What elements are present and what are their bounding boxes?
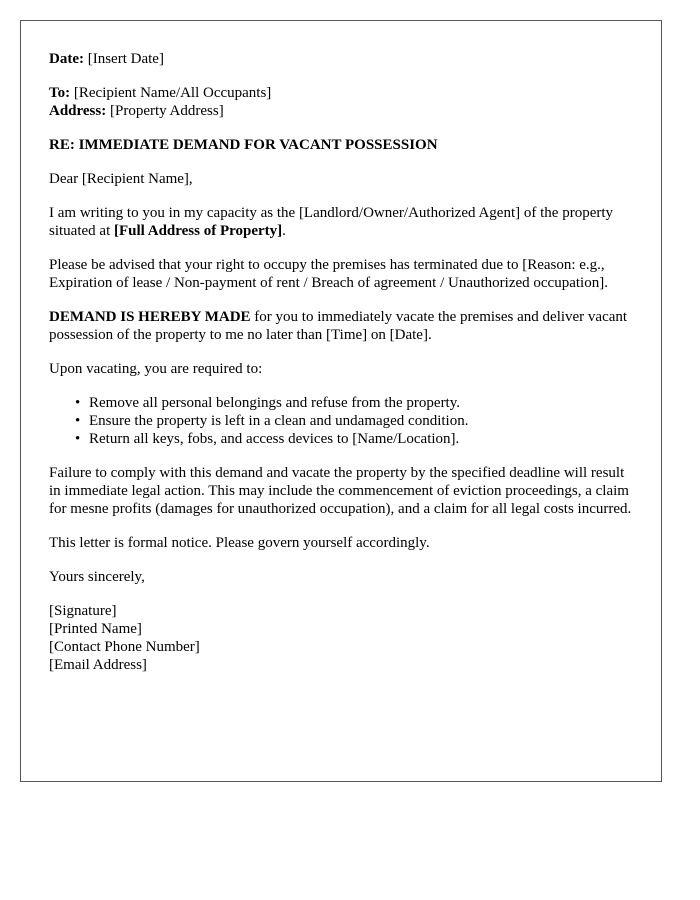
list-item — [49, 394, 633, 412]
salutation: Dear [Recipient Name], — [49, 171, 193, 187]
demand-bold: DEMAND IS HEREBY MADE — [49, 309, 251, 325]
formal-notice-paragraph: This letter is formal notice. Please govern yourself accordingly. — [49, 535, 430, 551]
list-item — [49, 412, 633, 430]
demand-paragraph — [49, 308, 633, 344]
signature-line: [Signature] — [49, 603, 117, 619]
requirement-text: Ensure the property is left in a clean and undamaged condition. — [89, 413, 469, 429]
date-line — [49, 50, 633, 68]
intro-paragraph — [49, 204, 633, 240]
subject-line: RE: IMMEDIATE DEMAND FOR VACANT POSSESSION — [49, 137, 438, 153]
to-label: To: — [49, 85, 71, 101]
requirements-intro: Upon vacating, you are required to: — [49, 361, 263, 377]
to-value: [Recipient Name/All Occupants] — [70, 85, 272, 101]
address-value: [Property Address] — [106, 103, 224, 119]
list-item — [49, 430, 633, 448]
requirements-list — [49, 394, 633, 448]
bullet-icon: • — [75, 431, 81, 447]
bullet-icon: • — [75, 395, 81, 411]
phone-line: [Contact Phone Number] — [49, 639, 200, 655]
date-value: [Insert Date] — [83, 51, 164, 67]
consequences-paragraph: Failure to comply with this demand and vacate the property by the specified deadline will result in immediate legal action. This may include the commencement of eviction proceedings, a claim for mesne profits (damages for unauthorized occupation), and a claim for all legal costs incurred. — [49, 465, 632, 517]
intro-text: I am writing to you in my capacity as the [Landlord/Owner/Authorized Agent] of the property situated at — [49, 205, 614, 239]
recipient-line — [49, 84, 633, 102]
email-line: [Email Address] — [49, 657, 147, 673]
property-address-bold: [Full Address of Property] — [113, 223, 283, 239]
signature-block — [49, 602, 633, 674]
address-line — [49, 102, 633, 120]
intro-end: . — [282, 223, 286, 239]
letter-document — [20, 20, 662, 782]
date-label: Date: — [49, 51, 84, 67]
termination-paragraph: Please be advised that your right to occupy the premises has terminated due to [Reason: e.g., Expiration of lease / Non-payment of rent / Breach of agreement / Unauthorized occupation]. — [49, 257, 608, 291]
bullet-icon: • — [75, 413, 81, 429]
printed-name-line: [Printed Name] — [49, 621, 142, 637]
requirement-text: Remove all personal belongings and refuse from the property. — [89, 395, 461, 411]
closing: Yours sincerely, — [49, 569, 145, 585]
demand-text: for you to immediately vacate the premises and deliver vacant possession of the property to me no later than [Time] on [Date]. — [49, 309, 628, 343]
requirement-text: Return all keys, fobs, and access devices to [Name/Location]. — [89, 431, 460, 447]
address-label: Address: — [49, 103, 107, 119]
